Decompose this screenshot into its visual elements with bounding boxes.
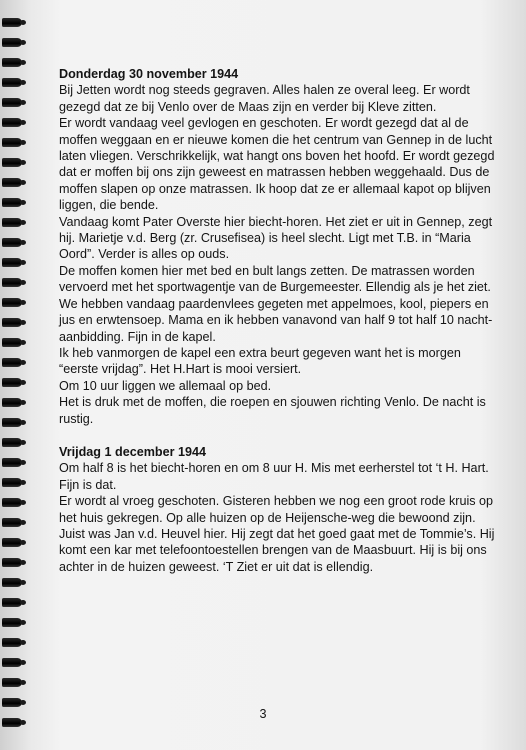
entry-paragraph: Om 10 uur liggen we allemaal op bed.	[59, 378, 272, 393]
binding-ring	[2, 258, 22, 267]
binding-ring	[2, 58, 22, 67]
binding-ring	[2, 338, 22, 347]
binding-ring	[2, 78, 22, 87]
entry-paragraph: Vandaag komt Pater Overste hier biecht-horen. Het ziet er uit in Gennep, zegt hij. Marietje v.d. Berg (zr. Crusefisea) is heel slecht. Ligt met T.B. in “Maria Oord”. Verder is alles op ouds.	[59, 214, 493, 262]
binding-ring	[2, 98, 22, 107]
binding-ring	[2, 138, 22, 147]
binding-ring	[2, 238, 22, 247]
entry-paragraph: Juist was Jan v.d. Heuvel hier. Hij zegt dat het goed gaat met de Tommie’s. Hij komt een kar met telefoontoestellen brengen van de Maasbuurt. Hij is bij ons achter in de huizen geweest. ‘T Ziet er uit dat is ellendig.	[59, 526, 495, 574]
entry-paragraph: De moffen komen hier met bed en bult langs zetten. De matrassen worden vervoerd met het sportwagentje van de Burgemeester. Ellendig als je het ziet.	[59, 263, 491, 295]
binding-ring	[2, 418, 22, 427]
binding-ring	[2, 598, 22, 607]
binding-ring	[2, 658, 22, 667]
binding-ring	[2, 458, 22, 467]
binding-ring	[2, 698, 22, 707]
entry-date-heading: Vrijdag 1 december 1944	[59, 444, 207, 459]
binding-ring	[2, 218, 22, 227]
spiral-binding	[0, 18, 24, 738]
entry-paragraph: Ik heb vanmorgen de kapel een extra beurt gegeven want het is morgen “eerste vrijdag”. Het H.Hart is mooi versiert.	[59, 345, 461, 377]
binding-ring	[2, 618, 22, 627]
binding-ring	[2, 278, 22, 287]
binding-ring	[2, 398, 22, 407]
entry-date-heading: Donderdag 30 november 1944	[59, 67, 239, 81]
binding-ring	[2, 18, 22, 27]
page-number: 3	[259, 707, 267, 721]
binding-ring	[2, 578, 22, 587]
entry-paragraph: Bij Jetten wordt nog steeds gegraven. Alles halen ze overal leeg. Er wordt gezegd dat ze bij Venlo over de Maas zijn en verder bij Kleve zitten.	[59, 83, 470, 114]
binding-ring	[2, 558, 22, 567]
binding-ring	[2, 318, 22, 327]
binding-ring	[2, 198, 22, 207]
binding-ring	[2, 118, 22, 127]
binding-ring	[2, 678, 22, 687]
diary-entry	[59, 66, 499, 427]
binding-ring	[2, 38, 22, 47]
binding-ring	[2, 518, 22, 527]
entry-paragraph: Om half 8 is het biecht-horen en om 8 uur H. Mis met eerherstel tot ‘t H. Hart. Fijn is dat.	[59, 461, 489, 492]
binding-ring	[2, 538, 22, 547]
binding-ring	[2, 178, 22, 187]
binding-ring	[2, 638, 22, 647]
entry-paragraph: Er wordt vandaag veel gevlogen en geschoten. Er wordt gezegd dat al de moffen weggaan en er nieuwe komen die het centrum van Gennep in de lucht laten vliegen. Verschrikkelijk, wat hangt ons boven het hoofd. Er wordt gezegd dat er moffen bij ons zijn geweest en matrassen hebben weggehaald. Dus de moffen slapen op onze matrassen. Ik hoop dat ze er allemaal kapot op blijven liggen, die bende.	[59, 116, 495, 213]
binding-ring	[2, 378, 22, 387]
diary-text	[59, 66, 499, 592]
diary-entry	[59, 444, 499, 575]
entry-paragraph: We hebben vandaag paardenvlees gegeten met appelmoes, kool, piepers en jus en erwtensoep. Mama en ik hebben vanavond van half 9 tot half 10 nacht-aanbidding. Fijn in de kapel.	[59, 296, 493, 344]
entry-paragraph: Er wordt al vroeg geschoten. Gisteren hebben we nog een groot rode kruis op het huis gekregen. Op alle huizen op de Heijensche-weg die bewoond zijn.	[59, 494, 494, 525]
binding-ring	[2, 498, 22, 507]
binding-ring	[2, 478, 22, 487]
binding-ring	[2, 158, 22, 167]
binding-ring	[2, 438, 22, 447]
entry-paragraph: Het is druk met de moffen, die roepen en sjouwen richting Venlo. De nacht is rustig.	[59, 395, 486, 426]
binding-ring	[2, 298, 22, 307]
binding-ring	[2, 358, 22, 367]
